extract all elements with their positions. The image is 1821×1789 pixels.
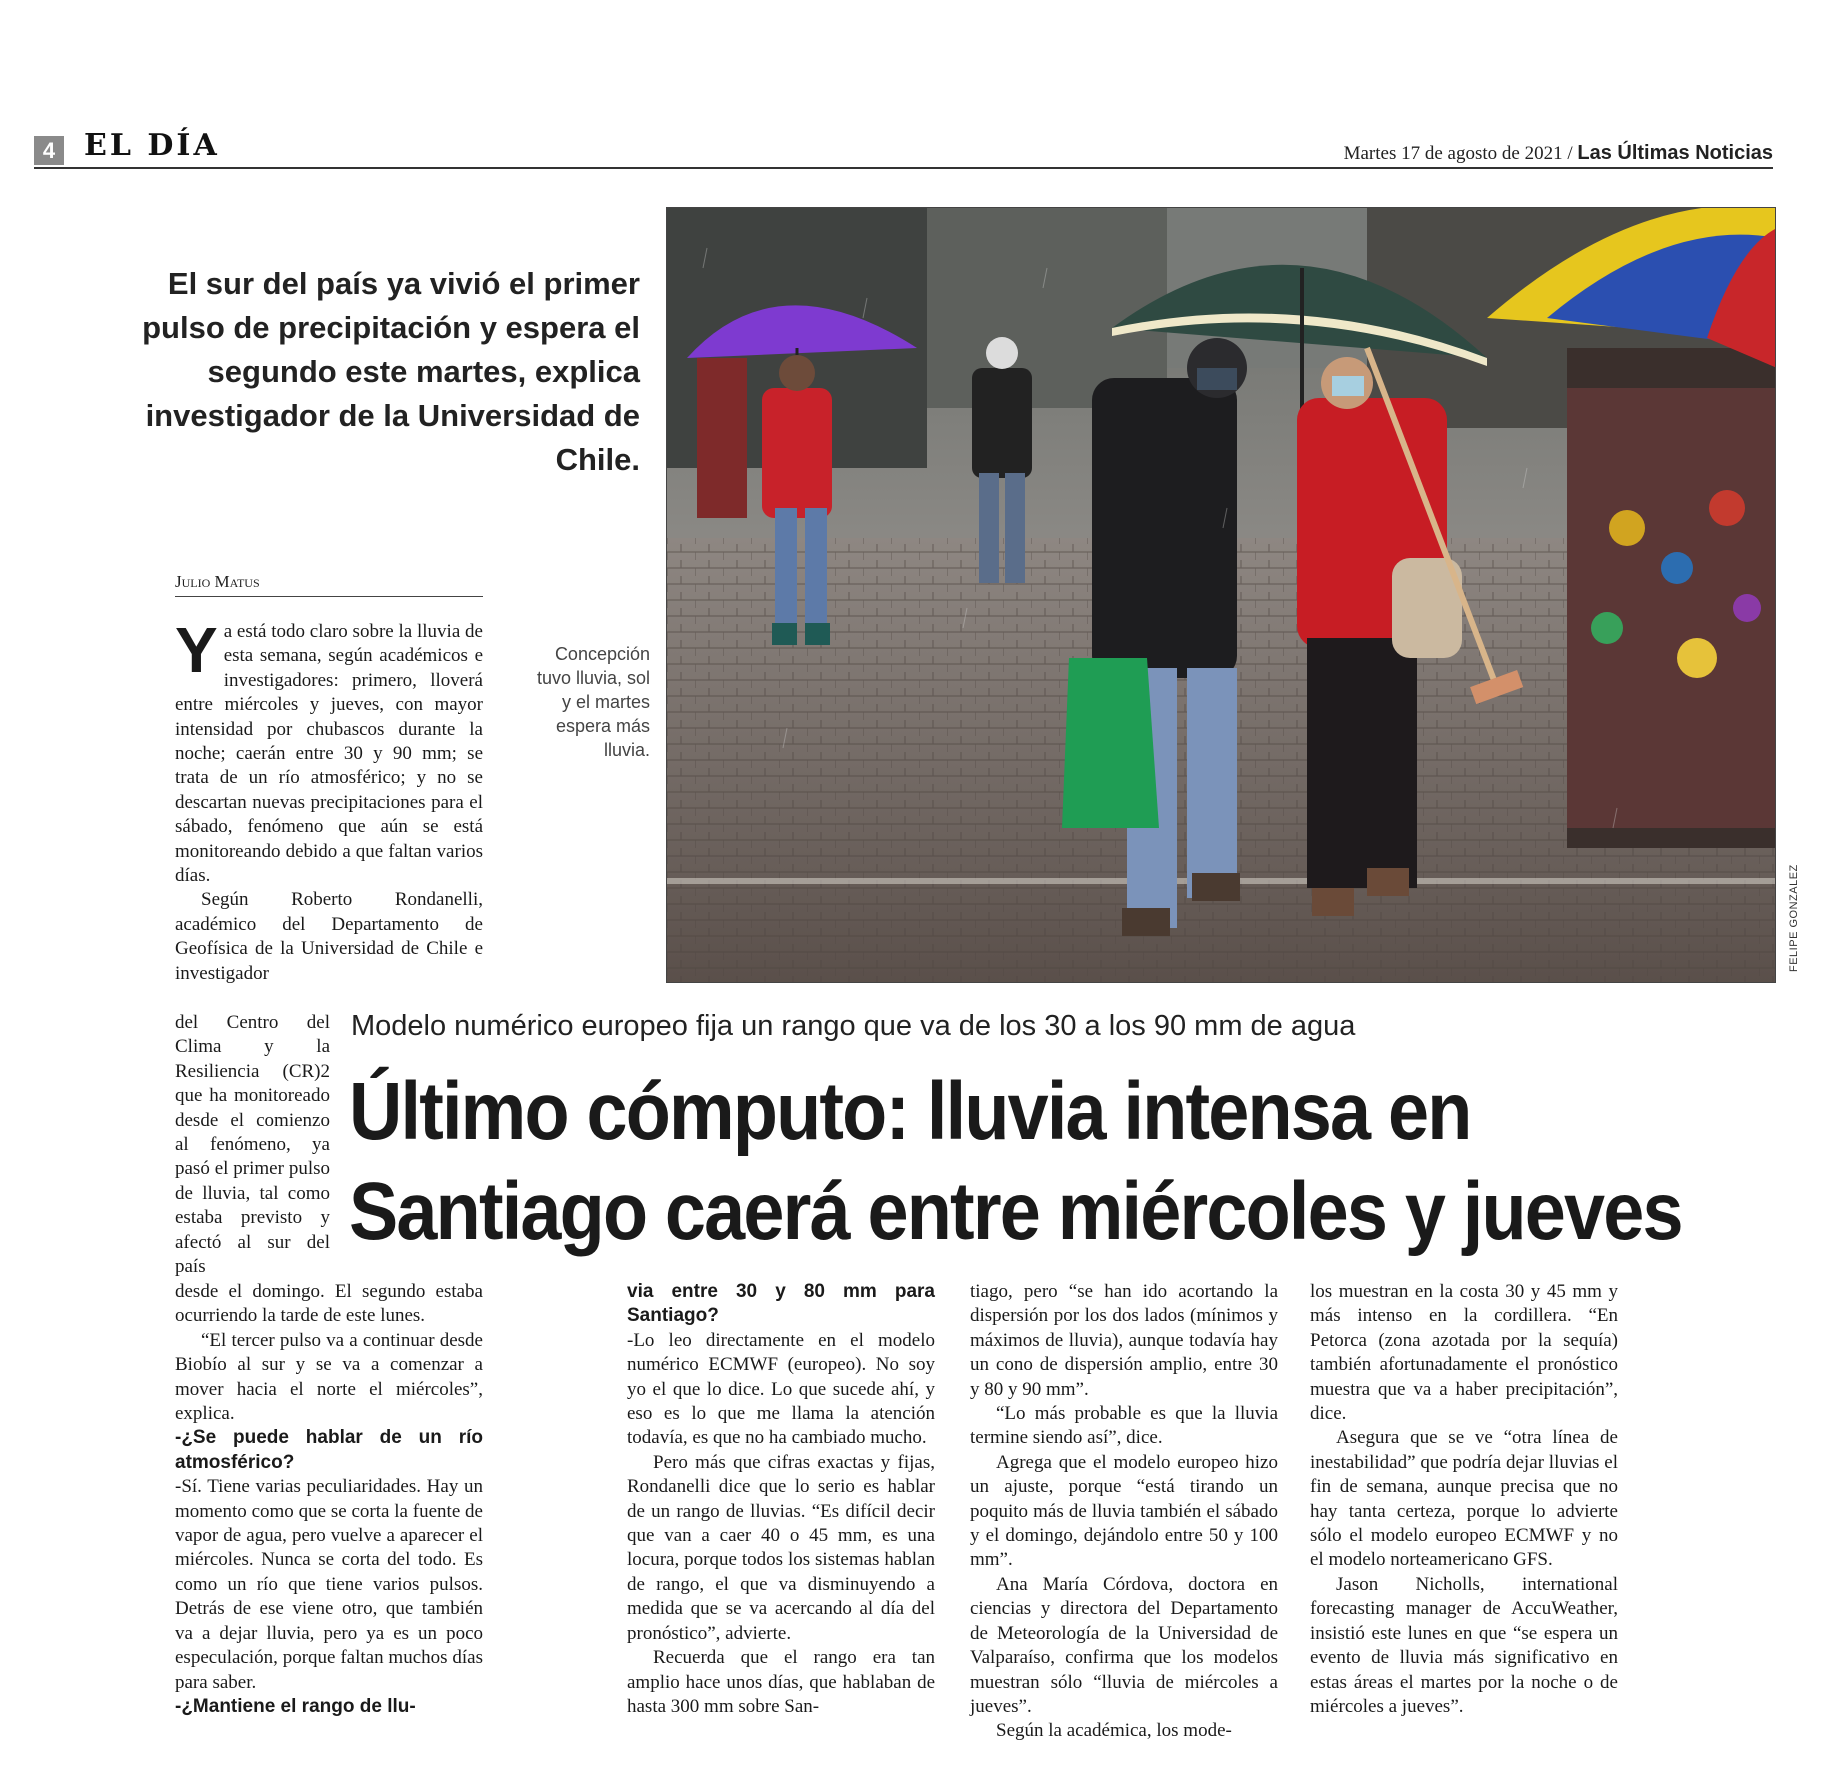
col3-para-5: Según la académica, los mode- bbox=[996, 1720, 1232, 1742]
col1-para-2b: del Centro del Clima y la Resiliencia (CR)2 que ha monitoreado desde el comienzo al fenómeno, ya pasó el primer pulso de lluvia, tal como estaba previsto y afectó al sur del país bbox=[175, 1012, 330, 1278]
photo-caption: Concepción tuvo lluvia, sol y el martes espera más lluvia. bbox=[536, 644, 650, 760]
col1-para-2a: Según Roberto Rondanelli, académico del Departamento de Geofísica de la Universidad de Chile e investigador bbox=[175, 889, 483, 984]
section-title: EL DÍA bbox=[84, 128, 220, 163]
col2-para-3: Recuerda que el rango era tan amplio hace unos días, que hablaban de hasta 300 mm sobre San- bbox=[627, 1647, 935, 1717]
page-number: 4 bbox=[34, 136, 64, 165]
headline-line-2: Santiago caerá entre miércoles y jueves bbox=[349, 1166, 1682, 1257]
date-text: Martes 17 de agosto de 2021 / bbox=[1343, 143, 1573, 164]
column-4 bbox=[1310, 1280, 1618, 1719]
col4-para-1: los muestran en la costa 30 y 45 mm y más intenso en la cordillera. “En Petorca (zona azotada por la sequía) también afortunadamente el pronóstico muestra que va a haber precipitación”, dice. bbox=[1310, 1281, 1618, 1425]
byline: Julio Matus bbox=[175, 572, 483, 597]
photo-credit: FELIPE GONZALEZ bbox=[1788, 864, 1800, 972]
dateline bbox=[1344, 142, 1773, 165]
column-1-bottom bbox=[175, 1280, 483, 1719]
col3-para-3: Agrega que el modelo europeo hizo un ajuste, porque “está tirando un poquito más de lluvia también el sábado y el domingo, dejándolo entre 50 y 100 mm”. bbox=[970, 1451, 1278, 1571]
drop-cap: Y bbox=[175, 614, 218, 686]
col1-para-3: “El tercer pulso va a continuar desde Biobío al sur y se va a comenzar a mover hacia el norte el miércoles”, explica. bbox=[175, 1329, 483, 1425]
column-1-narrow bbox=[175, 1011, 330, 1279]
col1-para-2c: desde el domingo. El segundo estaba ocurriendo la tarde de este lunes. bbox=[175, 1281, 483, 1327]
col4-para-3: Jason Nicholls, international forecasting manager de AccuWeather, insistió este lunes en que “se espera un evento de lluvia más significativo en estas áreas el martes por la noche o de miércoles a jueves”. bbox=[1310, 1573, 1618, 1717]
col3-para-1: tiago, pero “se han ido acortando la dispersión por los dos lados (mínimos y máximos de lluvia), aunque todavía hay un cono de dispersión amplio, entre 30 y 80 y 90 mm”. bbox=[970, 1281, 1278, 1400]
column-3 bbox=[970, 1280, 1278, 1744]
col2-para-1: -Lo leo directamente en el modelo numérico ECMWF (europeo). No soy yo el que lo dice. Lo que sucede ahí, y eso es lo que me llama la atención todavía, es que no ha cambiado mucho. bbox=[627, 1329, 935, 1449]
col3-para-2: “Lo más probable es que la lluvia termine siendo así”, dice. bbox=[970, 1403, 1278, 1449]
header-rule bbox=[34, 167, 1773, 169]
col2-question-cont: via entre 30 y 80 mm para Santiago? bbox=[627, 1281, 935, 1327]
column-1-top bbox=[175, 614, 483, 986]
kicker: Modelo numérico europeo fija un rango que va de los 30 a los 90 mm de agua bbox=[351, 1010, 1356, 1042]
col1-question-1: -¿Se puede hablar de un río atmosférico? bbox=[175, 1427, 483, 1473]
headline-line-1: Último cómputo: lluvia intensa en bbox=[349, 1066, 1471, 1157]
col1-lead: a está todo claro sobre la lluvia de esta semana, según académicos e investigadores: primero, lloverá entre miércoles y jueves, con mayor intensidad por chubascos durante la noche; caerán entre 30 y 90 mm; se trata de un río atmosférico; y no se descartan nuevas precipitaciones para el sábado, fenómeno que aún se está monitoreando debido a que faltan varios días. bbox=[175, 621, 483, 887]
col1-para-4: -Sí. Tiene varias peculiaridades. Hay un momento como que se corta la fuente de vapor de agua, pero vuelve a aparecer el miércoles. Nunca se corta del todo. Es como un río que tiene varios pulsos. Detrás de ese viene otro, que también va a dejar lluvia, pero ya es un poco especulación, porque faltan muchos días para saber. bbox=[175, 1476, 483, 1693]
headline bbox=[349, 1062, 1682, 1262]
rain-street-photo bbox=[666, 207, 1776, 983]
col4-para-2: Asegura que se ve “otra línea de inestabilidad” que podría dejar lluvias el fin de semana, aunque precisa que no hay tanta certeza, porque lo advierte sólo el modelo europeo ECMWF y no el modelo norteamericano GFS. bbox=[1310, 1427, 1618, 1571]
col2-para-2: Pero más que cifras exactas y fijas, Rondanelli dice que lo serio es hablar de un rango de lluvias. “Es difícil decir que van a caer 40 o 45 mm, es una locura, porque todos los sistemas hablan de rango, el que va disminuyendo a medida que se va acercando al día del pronóstico”, advierte. bbox=[627, 1451, 935, 1644]
column-2 bbox=[627, 1280, 935, 1719]
col3-para-4: Ana María Córdova, doctora en ciencias y directora del Departamento de Meteorología de la Universidad de Valparaíso, confirma que los modelos muestran sólo “lluvia de miércoles a jueves”. bbox=[970, 1573, 1278, 1717]
deck-summary: El sur del país ya vivió el primer pulso de precipitación y espera el segundo este martes, explica investigador de la Universidad de Chile. bbox=[142, 266, 640, 477]
newspaper-name: Las Últimas Noticias bbox=[1577, 142, 1773, 164]
col1-question-2: -¿Mantiene el rango de llu- bbox=[175, 1695, 416, 1717]
